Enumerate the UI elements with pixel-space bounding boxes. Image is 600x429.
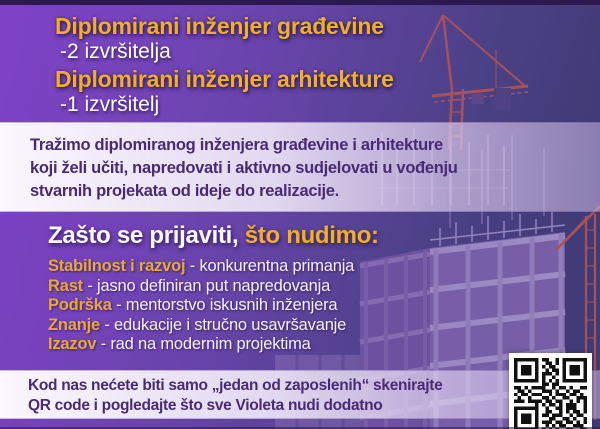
intro-line-1: Tražimo diplomiranog inženjera građevine i arhitekture: [30, 136, 443, 154]
benefit-challenge: [48, 335, 354, 355]
job-title-civil-engineer: Diplomirani inženjer građevine: [55, 13, 384, 39]
benefit-knowledge: [48, 316, 354, 336]
job-count-architect: -1 izvršitelj: [60, 93, 160, 116]
benefit-desc: - mentorstvo iskusnih inženjera: [111, 296, 338, 315]
benefits-list: [48, 257, 354, 355]
benefit-desc: - edukacije i stručno usavršavanje: [99, 315, 347, 334]
qr-code: [509, 353, 592, 429]
intro-paragraph: [0, 123, 600, 203]
benefit-desc: - konkurentna primanja: [185, 257, 355, 275]
intro-line-3: stvarnih projekata od ideje do realizacije.: [30, 182, 339, 200]
footer-line-1: Kod nas nećete biti samo „jedan od zaposlenih“ skenirajte: [28, 377, 443, 394]
intro-line-2: koji želi učiti, napredovati i aktivno sudjelovati u vođenju: [30, 159, 458, 177]
benefit-keyword: Izazov: [48, 335, 97, 354]
benefit-keyword: Znanje: [48, 315, 100, 334]
intro-band: [0, 122, 600, 212]
benefit-stability: [48, 257, 354, 277]
why-heading-white: Zašto se prijaviti,: [48, 222, 239, 249]
qr-code-svg: [514, 358, 587, 429]
benefit-keyword: Stabilnost i razvoj: [48, 257, 186, 275]
benefit-desc: - jasno definiran put napredovanja: [82, 276, 331, 295]
benefit-growth: [48, 277, 354, 297]
job-count-civil-engineer: -2 izvršitelja: [60, 40, 171, 63]
job-title-architect: Diplomirani inženjer arhitekture: [55, 66, 394, 92]
why-heading-yellow: što nudimo:: [238, 222, 379, 249]
footer-line-2: QR code i pogledajte što sve Violeta nudi dodatno: [28, 397, 383, 414]
benefit-keyword: Podrška: [48, 296, 112, 315]
benefit-support: [48, 296, 354, 316]
benefit-keyword: Rast: [48, 276, 83, 295]
top-border: [0, 0, 600, 5]
why-apply-heading: [48, 222, 379, 250]
job-positions: [55, 13, 394, 119]
benefit-desc: - rad na modernim projektima: [96, 335, 311, 354]
